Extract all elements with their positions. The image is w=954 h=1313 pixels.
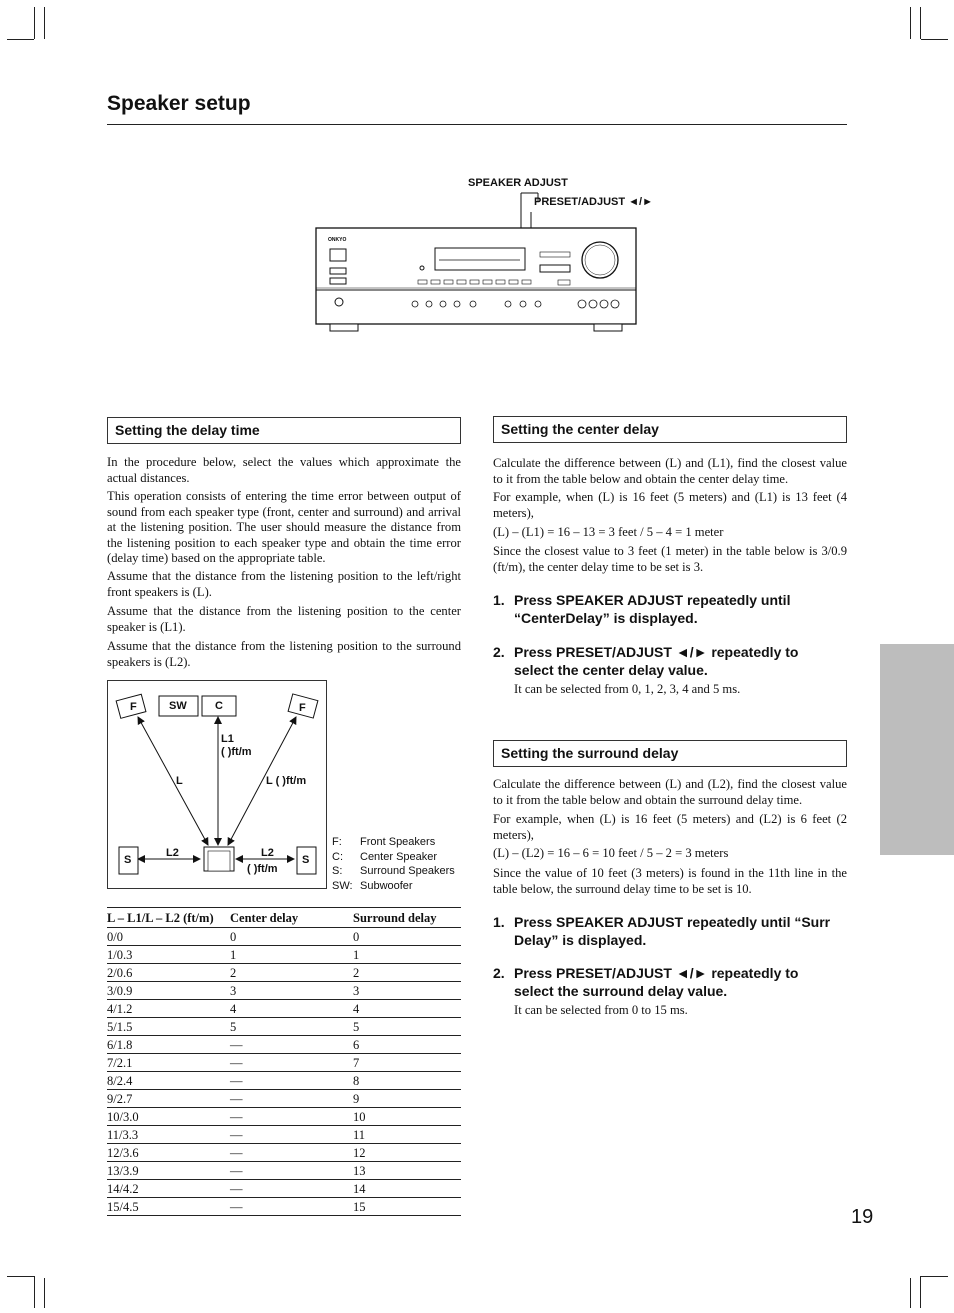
table-cell: — [230, 1162, 353, 1180]
table-cell: — [230, 1108, 353, 1126]
step-number: 1. [493, 592, 505, 608]
crop-mark [34, 7, 35, 39]
table-cell: 7 [353, 1054, 461, 1072]
table-row [107, 1054, 461, 1072]
surround-delay-p2: For example, when (L) is 16 feet (5 meters) and (L2) is 6 feet (2 meters), [493, 812, 847, 842]
table-cell: 5 [230, 1018, 353, 1036]
l2-right-label: L2 [261, 847, 274, 859]
page-title: Speaker setup [107, 92, 251, 115]
table-cell: 4/1.2 [107, 1000, 230, 1018]
table-cell: 2/0.6 [107, 964, 230, 982]
table-cell: 8 [353, 1072, 461, 1090]
crop-mark [910, 1278, 911, 1308]
step-number: 2. [493, 965, 505, 981]
table-cell: 11/3.3 [107, 1126, 230, 1144]
delay-table [107, 907, 461, 1216]
table-header-row [107, 908, 461, 928]
table-cell: — [230, 1126, 353, 1144]
crop-mark [921, 1276, 948, 1277]
table-row [107, 1162, 461, 1180]
delay-time-assumption-l: Assume that the distance from the listening position to the left/right front speakers is (L). [107, 569, 461, 599]
brand-logo: ONKYO [328, 237, 347, 243]
surround-delay-note: It can be selected from 0 to 15 ms. [514, 1003, 688, 1017]
crop-mark [7, 39, 34, 40]
table-row [107, 1000, 461, 1018]
step-number: 1. [493, 914, 505, 930]
table-header: Surround delay [353, 908, 461, 928]
table-cell: — [230, 1054, 353, 1072]
table-cell: — [230, 1144, 353, 1162]
crop-mark [921, 39, 948, 40]
table-cell: 6/1.8 [107, 1036, 230, 1054]
table-cell: 7/2.1 [107, 1054, 230, 1072]
table-cell: 12 [353, 1144, 461, 1162]
step-text: Press SPEAKER ADJUST repeatedly until “CenterDelay” is displayed. [514, 592, 791, 626]
center-delay-step-2 [493, 643, 847, 681]
surround-left-label: S [124, 854, 132, 866]
l-left-label: L [176, 775, 183, 787]
surround-delay-p1: Calculate the difference between (L) and (L2), find the closest value to it from the table below and obtain the surround delay time. [493, 777, 847, 807]
speaker-legend [332, 835, 455, 893]
front-left-label: F [130, 701, 137, 713]
delay-time-assumption-l1: Assume that the distance from the listening position to the center speaker is (L1). [107, 604, 461, 634]
center-delay-note: It can be selected from 0, 1, 2, 3, 4 and 5 ms. [514, 682, 741, 696]
center-label: C [215, 700, 223, 712]
table-cell: 13 [353, 1162, 461, 1180]
speaker-adjust-label: SPEAKER ADJUST [468, 177, 568, 189]
center-delay-p2: For example, when (L) is 16 feet (5 meters) and (L1) is 13 feet (4 meters), [493, 490, 847, 520]
table-row [107, 1018, 461, 1036]
table-row [107, 928, 461, 946]
table-cell: — [230, 1180, 353, 1198]
table-cell: 12/3.6 [107, 1144, 230, 1162]
delay-time-assumption-l2: Assume that the distance from the listening position to the surround speakers is (L2). [107, 639, 461, 669]
center-delay-heading: Setting the center delay [493, 416, 847, 443]
legend-item: S: Surround Speakers [332, 865, 455, 877]
center-delay-p4: Since the closest value to 3 feet (1 meter) in the table below is 3/0.9 (ft/m), the center delay time to be set is 3. [493, 544, 847, 574]
table-cell: 10 [353, 1108, 461, 1126]
table-row [107, 1108, 461, 1126]
crop-mark [44, 7, 45, 39]
center-delay-step-1 [493, 591, 847, 629]
crop-mark [920, 1276, 921, 1308]
table-cell: 1 [353, 946, 461, 964]
table-cell: — [230, 1036, 353, 1054]
crop-mark [910, 7, 911, 39]
table-cell: 14/4.2 [107, 1180, 230, 1198]
table-cell: — [230, 1198, 353, 1216]
page-number: 19 [851, 1206, 874, 1228]
crop-mark [34, 1276, 35, 1308]
table-cell: 3 [353, 982, 461, 1000]
surround-delay-step-1 [493, 913, 847, 951]
step-text: Press PRESET/ADJUST ◄/► repeatedly to select the surround delay value. [514, 965, 799, 999]
table-cell: 5/1.5 [107, 1018, 230, 1036]
table-cell: 14 [353, 1180, 461, 1198]
speaker-layout-diagram [107, 680, 327, 889]
table-row [107, 1036, 461, 1054]
table-row [107, 1072, 461, 1090]
step-text: Press PRESET/ADJUST ◄/► repeatedly to select the center delay value. [514, 644, 799, 678]
table-cell: 15 [353, 1198, 461, 1216]
table-row [107, 1198, 461, 1216]
table-cell: 4 [230, 1000, 353, 1018]
table-cell: 15/4.5 [107, 1198, 230, 1216]
table-cell: — [230, 1090, 353, 1108]
center-delay-p1: Calculate the difference between (L) and (L1), find the closest value to it from the table below and obtain the center delay time. [493, 456, 847, 486]
table-row [107, 1144, 461, 1162]
table-cell: 5 [353, 1018, 461, 1036]
table-row [107, 1126, 461, 1144]
delay-time-description: This operation consists of entering the time error between output of sound from each speaker type (front, center and surround) and arrival at the listening position. The user should measure the distance from the listening position to each speaker type and obtain the time error (delay time) based on the appropriate table. [107, 489, 461, 566]
table-row [107, 982, 461, 1000]
table-body [107, 928, 461, 1216]
table-cell: 6 [353, 1036, 461, 1054]
table-header: Center delay [230, 908, 353, 928]
l1-unit-label: ( )ft/m [221, 746, 252, 758]
delay-time-heading: Setting the delay time [107, 417, 461, 444]
l-right-label: L ( )ft/m [266, 775, 307, 787]
table-cell: 1/0.3 [107, 946, 230, 964]
table-cell: 3/0.9 [107, 982, 230, 1000]
crop-mark [920, 7, 921, 39]
table-cell: 4 [353, 1000, 461, 1018]
table-row [107, 964, 461, 982]
surround-delay-p4: Since the value of 10 feet (3 meters) is found in the 11th line in the table below, the surround delay time to be set is 10. [493, 866, 847, 896]
table-cell: 11 [353, 1126, 461, 1144]
surround-delay-step-2 [493, 964, 847, 1002]
table-cell: 2 [353, 964, 461, 982]
step-number: 2. [493, 644, 505, 660]
table-cell: — [230, 1072, 353, 1090]
legend-item: F: Front Speakers [332, 836, 436, 848]
table-cell: 8/2.4 [107, 1072, 230, 1090]
l2-left-label: L2 [166, 847, 179, 859]
crop-mark [7, 1276, 34, 1277]
delay-time-intro: In the procedure below, select the values which approximate the actual distances. [107, 455, 461, 485]
surround-delay-p3: (L) – (L2) = 16 – 6 = 10 feet / 5 – 2 = 3 meters [493, 846, 729, 860]
table-row [107, 1180, 461, 1198]
table-row [107, 1090, 461, 1108]
l1-label: L1 [221, 733, 234, 745]
table-cell: 0/0 [107, 928, 230, 946]
table-cell: 3 [230, 982, 353, 1000]
preset-adjust-label: PRESET/ADJUST ◄/► [534, 196, 653, 208]
front-right-label: F [299, 702, 306, 714]
l2-unit-label: ( )ft/m [247, 863, 278, 875]
receiver-illustration [310, 180, 650, 340]
legend-item: C: Center Speaker [332, 850, 438, 863]
table-cell: 0 [230, 928, 353, 946]
table-cell: 1 [230, 946, 353, 964]
table-cell: 2 [230, 964, 353, 982]
surround-right-label: S [302, 854, 310, 866]
table-cell: 13/3.9 [107, 1162, 230, 1180]
title-rule [107, 124, 847, 125]
surround-delay-heading: Setting the surround delay [493, 740, 847, 767]
side-tab [880, 644, 954, 855]
table-row [107, 946, 461, 964]
center-delay-p3: (L) – (L1) = 16 – 13 = 3 feet / 5 – 4 = 1 meter [493, 525, 724, 539]
crop-mark [44, 1278, 45, 1308]
table-header: L – L1/L – L2 (ft/m) [107, 908, 230, 928]
table-cell: 9 [353, 1090, 461, 1108]
table-cell: 10/3.0 [107, 1108, 230, 1126]
table-cell: 0 [353, 928, 461, 946]
table-cell: 9/2.7 [107, 1090, 230, 1108]
subwoofer-label: SW [169, 700, 187, 712]
step-text: Press SPEAKER ADJUST repeatedly until “Surr Delay” is displayed. [514, 914, 831, 948]
legend-item: SW: Subwoofer [332, 879, 413, 892]
